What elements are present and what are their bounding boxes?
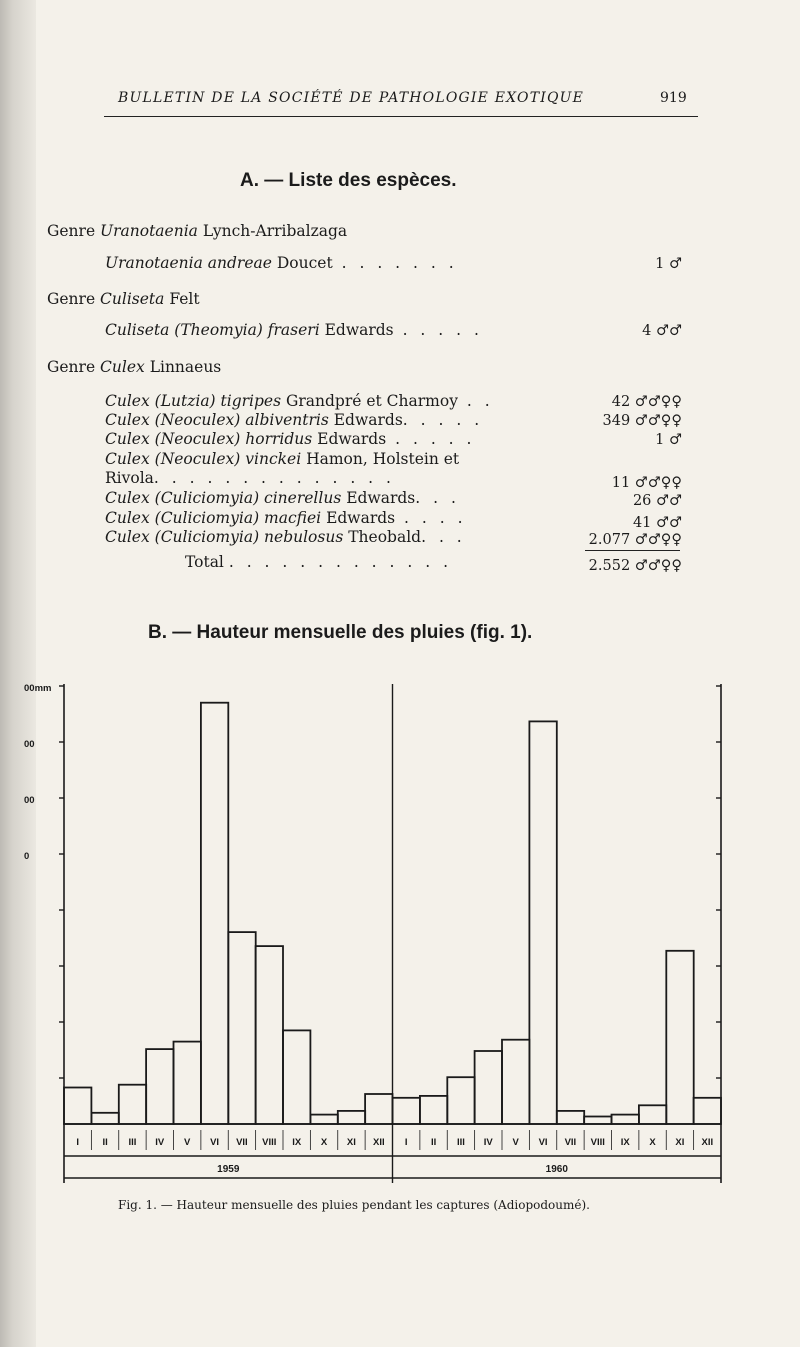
genus-name: Culex <box>100 358 145 376</box>
species-count: 1 ♂ <box>655 432 682 448</box>
species-count: 11 ♂♂♀♀ <box>611 475 682 491</box>
month-label: VII <box>236 1137 248 1148</box>
species-count: 1 ♂ <box>655 256 682 272</box>
rainfall-bar <box>666 951 693 1124</box>
genus-name: Culiseta <box>100 290 165 308</box>
genus-line: Genre Culiseta Felt <box>47 290 200 308</box>
month-axis <box>76 1130 713 1175</box>
rainfall-bar <box>256 946 283 1124</box>
month-label: IV <box>483 1137 493 1148</box>
month-label: IX <box>292 1137 302 1148</box>
rainfall-bar <box>310 1115 337 1124</box>
running-title: BULLETIN DE LA SOCIÉTÉ DE PATHOLOGIE EXOTIQUE <box>118 90 585 106</box>
section-b-title: B. — Hauteur mensuelle des pluies (fig. 1). <box>148 622 533 643</box>
species-name: Culex (Culiciomyia) cinerellus <box>105 489 342 507</box>
y-tick-label: 00 <box>24 739 35 750</box>
species-name: Culex (Culiciomyia) macfiei <box>105 509 322 527</box>
rainfall-bar <box>393 1098 420 1124</box>
page-number: 919 <box>660 90 687 106</box>
rainfall-bar <box>146 1049 173 1124</box>
species-count: 2.077 ♂♂♀♀ <box>588 532 682 548</box>
rainfall-bar <box>338 1111 365 1124</box>
rainfall-bar <box>639 1105 666 1124</box>
rainfall-bar <box>91 1113 118 1124</box>
species-count: 349 ♂♂♀♀ <box>602 413 682 429</box>
genus-line: Genre Uranotaenia Lynch-Arribalzaga <box>47 222 348 240</box>
total-count: 2.552 ♂♂♀♀ <box>588 558 682 574</box>
rainfall-bar <box>64 1088 91 1125</box>
month-label: VI <box>538 1137 548 1148</box>
species-count: 26 ♂♂ <box>632 493 682 509</box>
month-label: VIII <box>262 1137 277 1148</box>
total-line: Total . . . . . . . . . . . . . <box>185 553 453 571</box>
month-label: IX <box>620 1137 630 1148</box>
month-label: VIII <box>590 1137 605 1148</box>
total-rule <box>585 550 680 551</box>
species-name: Culiseta (Theomyia) fraseri <box>105 321 320 339</box>
species-count: 4 ♂♂ <box>642 323 682 339</box>
rainfall-bar <box>201 703 228 1124</box>
y-tick-label: 0 <box>24 851 30 862</box>
y-axis <box>24 683 721 1078</box>
species-entry: Uranotaenia andreae Doucet . . . . . . . <box>105 254 458 272</box>
month-label: XI <box>675 1137 685 1148</box>
month-label: VI <box>210 1137 220 1148</box>
month-label: II <box>430 1137 437 1148</box>
month-label: I <box>76 1137 80 1148</box>
species-entry: Culex (Culiciomyia) cinerellus Edwards. . . <box>105 489 460 507</box>
species-name: Uranotaenia andreae <box>105 254 272 272</box>
genus-name: Uranotaenia <box>100 222 198 240</box>
rainfall-bar <box>694 1098 721 1124</box>
rainfall-bar <box>174 1042 201 1124</box>
month-label: V <box>184 1137 191 1148</box>
rainfall-bar <box>119 1085 146 1124</box>
species-entry: Culex (Lutzia) tigripes Grandpré et Charmoy . . <box>105 392 494 410</box>
species-entry: Culex (Neoculex) horridus Edwards . . . . . <box>105 430 476 448</box>
month-label: XII <box>701 1137 714 1148</box>
species-entry-continuation: Rivola. . . . . . . . . . . . . . <box>105 469 395 487</box>
species-name: Culex (Neoculex) horridus <box>105 430 313 448</box>
rainfall-bar <box>612 1115 639 1124</box>
species-entry: Culex (Neoculex) albiventris Edwards. . . . . <box>105 411 484 429</box>
species-entry: Culiseta (Theomyia) fraseri Edwards . . . . . <box>105 321 483 339</box>
total-label: Total <box>185 553 224 571</box>
header-rule <box>104 116 698 117</box>
species-name: Culex (Lutzia) tigripes <box>105 392 282 410</box>
figure-caption: Fig. 1. — Hauteur mensuelle des pluies pendant les captures (Adiopodoumé). <box>118 1198 590 1212</box>
month-label: I <box>404 1137 408 1148</box>
y-tick-label: 00mm <box>24 683 52 694</box>
rainfall-bar <box>529 721 556 1124</box>
rainfall-bar <box>365 1094 392 1124</box>
month-label: XI <box>346 1137 356 1148</box>
rainfall-chart <box>0 668 760 1175</box>
species-name: Culex (Neoculex) albiventris <box>105 411 329 429</box>
species-entry: Culex (Culiciomyia) nebulosus Theobald. . . <box>105 528 466 546</box>
rainfall-bar <box>502 1040 529 1124</box>
rainfall-bar <box>447 1077 474 1124</box>
species-count: 42 ♂♂♀♀ <box>611 394 682 410</box>
month-label: III <box>128 1137 137 1148</box>
month-label: IV <box>155 1137 165 1148</box>
y-tick-label: 00 <box>24 795 35 806</box>
rainfall-bar <box>228 932 255 1124</box>
rainfall-bar <box>557 1111 584 1124</box>
rainfall-bar <box>420 1096 447 1124</box>
month-label: II <box>102 1137 108 1148</box>
species-count: 41 ♂♂ <box>632 515 682 531</box>
month-label: V <box>512 1137 519 1148</box>
species-name: Culex (Culiciomyia) nebulosus <box>105 528 344 546</box>
rainfall-bar <box>283 1030 310 1124</box>
rainfall-bar <box>584 1117 611 1125</box>
species-entry: Culex (Culiciomyia) macfiei Edwards . . . . <box>105 509 467 527</box>
month-label: X <box>649 1137 656 1148</box>
section-a-title: A. — Liste des espèces. <box>240 170 457 191</box>
year-label: 1959 <box>217 1164 240 1175</box>
month-label: X <box>320 1137 328 1148</box>
year-label: 1960 <box>545 1164 568 1175</box>
genus-line: Genre Culex Linnaeus <box>47 358 222 376</box>
rainfall-bar <box>475 1051 502 1124</box>
species-name: Culex (Neoculex) vinckei <box>105 450 302 468</box>
month-label: XII <box>372 1137 385 1148</box>
month-label: III <box>456 1137 465 1148</box>
month-label: VII <box>564 1137 577 1148</box>
species-entry: Culex (Neoculex) vinckei Hamon, Holstein et <box>105 450 460 468</box>
